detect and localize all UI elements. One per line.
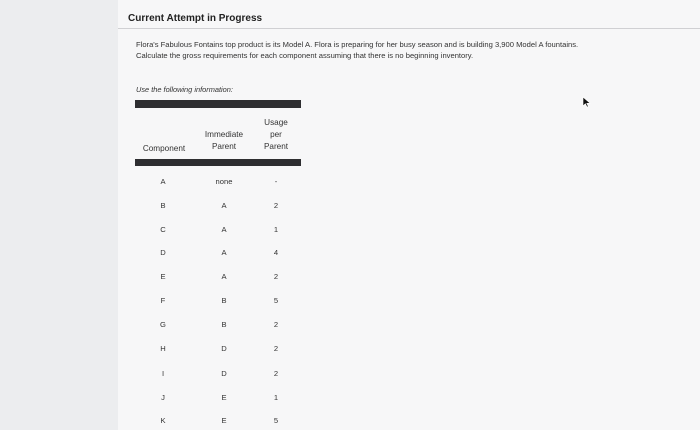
- usage-header: [255, 117, 297, 153]
- component-cell: H: [160, 344, 166, 353]
- parent-header-line-1: Immediate: [204, 130, 244, 139]
- parent-header: [196, 129, 252, 153]
- usage-header-line-3: Parent: [263, 142, 289, 151]
- component-cell: K: [160, 416, 166, 425]
- component-header: Component: [142, 144, 186, 153]
- usage-cell: 2: [273, 201, 279, 210]
- usage-header-line-1: Usage: [264, 118, 288, 127]
- usage-cell: 2: [273, 369, 279, 378]
- usage-cell: -: [274, 177, 278, 186]
- parent-cell: D: [221, 344, 227, 353]
- problem-text-line-1: Flora's Fabulous Fontains top product is its Model A. Flora is preparing for her busy season and is building 3,900 Model A fountains.: [136, 40, 579, 49]
- parent-header-line-2: Parent: [211, 142, 237, 151]
- component-cell: C: [160, 225, 166, 234]
- component-cell: F: [160, 296, 166, 305]
- parent-cell: A: [221, 225, 227, 234]
- usage-header-line-2: per: [270, 130, 282, 139]
- parent-cell: B: [221, 296, 227, 305]
- usage-cell: 1: [273, 393, 279, 402]
- problem-text-line-2: Calculate the gross requirements for each component assuming that there is no beginning inventory.: [136, 51, 474, 60]
- parent-cell: E: [221, 393, 227, 402]
- parent-cell: none: [215, 177, 233, 186]
- component-cell: I: [161, 369, 165, 378]
- mouse-pointer-icon: [582, 95, 591, 113]
- component-cell: A: [160, 177, 166, 186]
- component-cell: J: [161, 393, 165, 402]
- component-cell: B: [160, 201, 166, 210]
- table-header-bar: [135, 159, 301, 166]
- parent-cell: D: [221, 369, 227, 378]
- parent-cell: A: [221, 201, 227, 210]
- instruction-text: Use the following information:: [136, 85, 233, 94]
- usage-cell: 2: [273, 272, 279, 281]
- parent-cell: E: [221, 416, 227, 425]
- table-top-bar: [135, 100, 301, 108]
- component-cell: E: [160, 272, 166, 281]
- attempt-status-title: Current Attempt in Progress: [128, 13, 263, 24]
- usage-cell: 2: [273, 344, 279, 353]
- parent-cell: A: [221, 248, 227, 257]
- usage-cell: 4: [273, 248, 279, 257]
- parent-cell: A: [221, 272, 227, 281]
- usage-cell: 1: [273, 225, 279, 234]
- usage-cell: 2: [273, 320, 279, 329]
- component-cell: G: [160, 320, 166, 329]
- component-cell: D: [160, 248, 166, 257]
- parent-cell: B: [221, 320, 227, 329]
- problem-statement: [136, 39, 696, 61]
- header-divider: [118, 28, 700, 29]
- usage-cell: 5: [273, 416, 279, 425]
- usage-cell: 5: [273, 296, 279, 305]
- assignment-page: [118, 0, 700, 430]
